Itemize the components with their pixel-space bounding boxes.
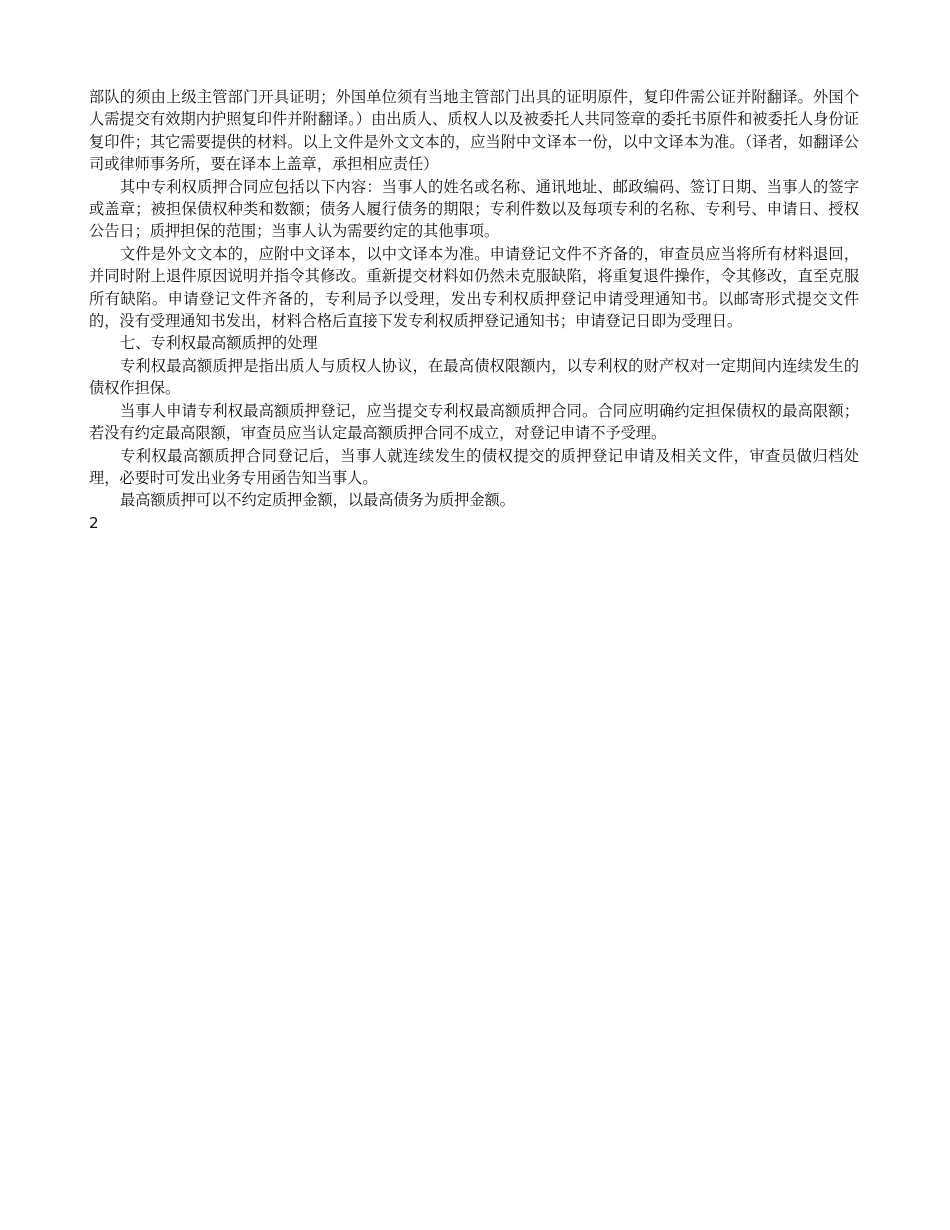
paragraph-maximum-pledge-definition: 专利权最高额质押是指出质人与质权人协议，在最高债权限额内，以专利权的财产权对一定期间内连续发生的债权作担保。 [89,356,859,398]
page-number: 2 [89,513,99,532]
paragraph-maximum-pledge-registration: 专利权最高额质押合同登记后，当事人就连续发生的债权提交的质押登记申请及相关文件，审查员做归档处理，必要时可发出业务专用函告知当事人。 [89,446,859,487]
section-heading-maximum-pledge: 七、专利权最高额质押的处理 [120,334,318,353]
document-page [89,86,859,534]
paragraph-filing-review: 文件是外文文本的，应附中文译本，以中文译本为准。申请登记文件不齐备的，审查员应当将所有材料退回，并同时附上退件原因说明并指令其修改。重新提交材料如仍然未克服缺陷，将重复退件操作，令其修改，直至克服所有缺陷。申请登记文件齐备的，专利局予以受理，发出专利权质押登记申请受理通知书。以邮寄形式提交文件的，没有受理通知书发出，材料合格后直接下发专利权质押登记通知书；申请登记日即为受理日。 [89,244,859,331]
paragraph-required-materials: 部队的须由上级主管部门开具证明；外国单位须有当地主管部门出具的证明原件，复印件需公证并附翻译。外国个人需提交有效期内护照复印件并附翻译。）由出质人、质权人以及被委托人共同签章的委托书原件和被委托人身份证复印件；其它需要提供的材料。以上文件是外文文本的，应当附中文译本一份，以中文译本为准。（译者，如翻译公司或律师事务所，要在译本上盖章，承担相应责任） [89,88,859,174]
paragraph-maximum-pledge-amount: 最高额质押可以不约定质押金额，以最高债务为质押金额。 [120,491,515,510]
paragraph-maximum-pledge-application: 当事人申请专利权最高额质押登记，应当提交专利权最高额质押合同。合同应明确约定担保债权的最高限额；若没有约定最高限额，审查员应当认定最高额质押合同不成立，对登记申请不予受理。 [89,401,859,443]
paragraph-contract-contents: 其中专利权质押合同应包括以下内容：当事人的姓名或名称、通讯地址、邮政编码、签订日期、当事人的签字或盖章；被担保债权种类和数额；债务人履行债务的期限；专利件数以及每项专利的名称、专利号、申请日、授权公告日；质押担保的范围；当事人认为需要约定的其他事项。 [89,177,859,241]
